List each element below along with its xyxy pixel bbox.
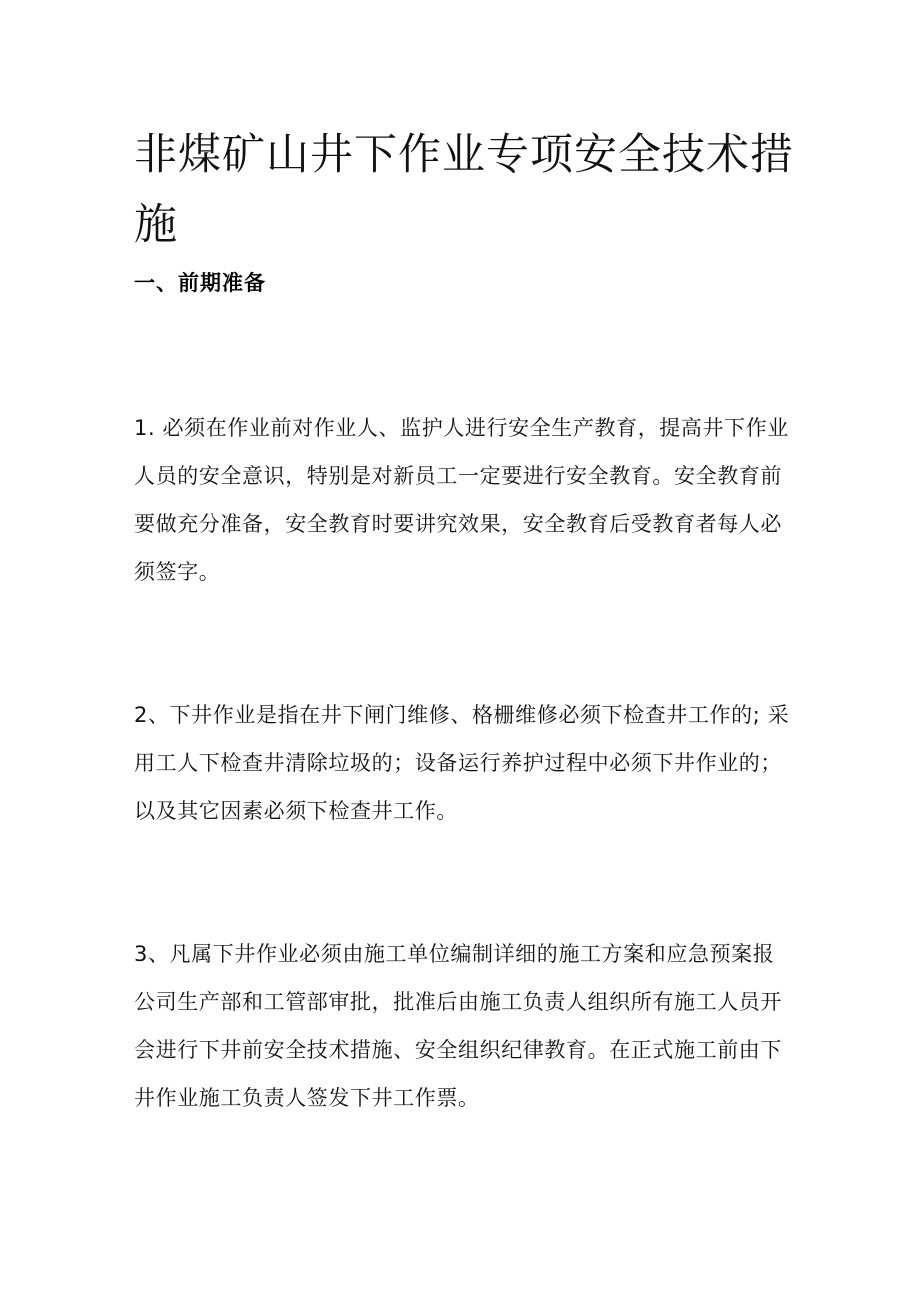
section-heading: 一、前期准备 bbox=[134, 271, 266, 295]
paragraph-1: 1. 必须在作业前对作业人、监护人进行安全生产教育，提高井下作业人员的安全意识，特别是对新员工一定要进行安全教育。安全教育前要做充分准备，安全教育时要讲究效果，安全教育后受教育者每人必须签字。 bbox=[134, 416, 789, 584]
document-title: 非煤矿山井下作业专项安全技术措施 bbox=[134, 130, 794, 250]
paragraph-3: 3、凡属下井作业必须由施工单位编制详细的施工方案和应急预案报公司生产部和工管部审批，批准后由施工负责人组织所有施工人员开会进行下井前安全技术措施、安全组织纪律教育。在正式施工前由下井作业施工负责人签发下井工作票。 bbox=[134, 942, 782, 1110]
paragraph-2: 2、下井作业是指在井下闸门维修、格栅维修必须下检查井工作的; 采用工人下检查井清除垃圾的；设备运行养护过程中必须下井作业的；以及其它因素必须下检查井工作。 bbox=[134, 703, 790, 823]
